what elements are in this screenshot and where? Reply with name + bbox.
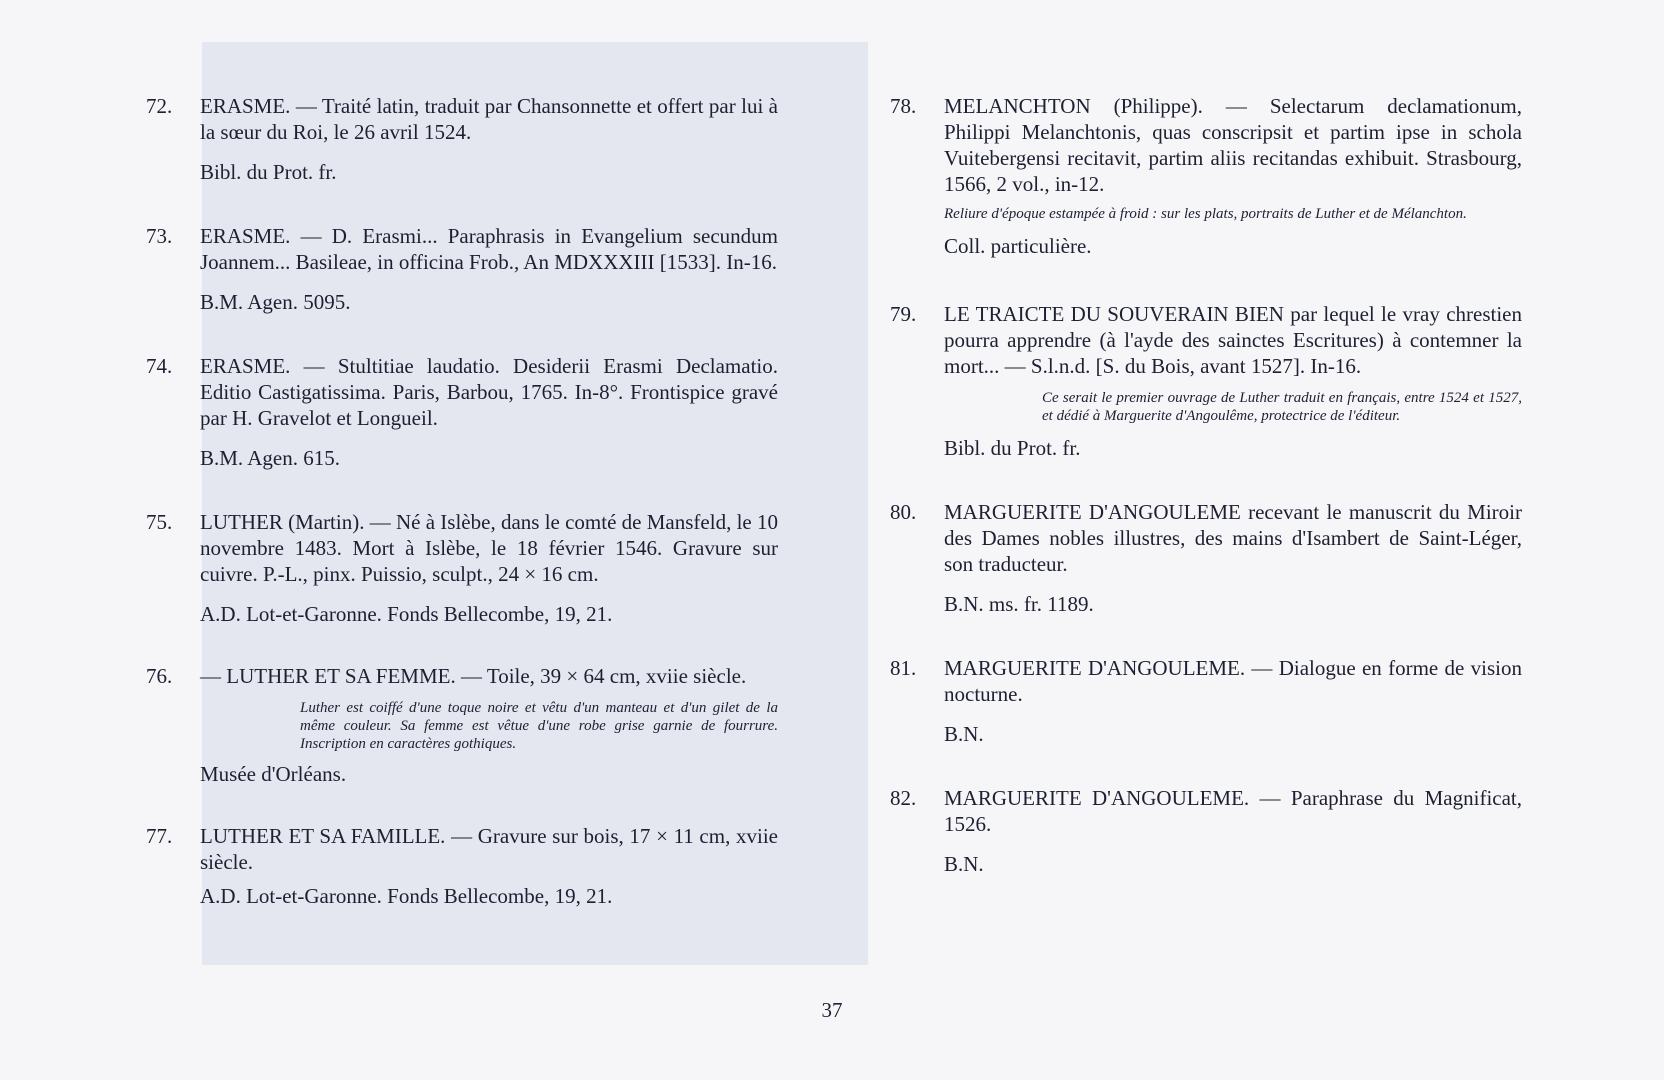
catalogue-entry-82 [890, 785, 1522, 877]
entry-location: A.D. Lot-et-Garonne. Fonds Bellecombe, 19, 21. [200, 884, 613, 908]
entry-text: — LUTHER ET SA FEMME. — Toile, 39 × 64 cm, xviie siècle. [200, 664, 747, 688]
entry-number: 75. [146, 510, 173, 534]
entry-text: LUTHER ET SA FAMILLE. — Gravure sur bois, 17 × 11 cm, xviie siècle. [200, 824, 778, 874]
entry-location: Bibl. du Prot. fr. [200, 160, 337, 184]
entry-location: B.N. [944, 722, 984, 746]
catalogue-entry-79 [890, 301, 1522, 461]
catalogue-entry-81 [890, 655, 1522, 747]
entry-number: 74. [146, 354, 173, 378]
entry-text: ERASME. — D. Erasmi... Paraphrasis in Evangelium secundum Joannem... Basileae, in officina Frob., An MDXXXIII [1533]. In-16. [200, 224, 778, 274]
entry-location: Coll. particulière. [944, 234, 1092, 258]
entry-note: Ce serait le premier ouvrage de Luther traduit en français, entre 1524 et 1527, et dédié à Marguerite d'Angoulême, protectrice de l'éditeur. [1042, 390, 1522, 424]
entry-number: 80. [890, 500, 917, 524]
entry-text: LE TRAICTE DU SOUVERAIN BIEN par lequel le vray chrestien pourra apprendre (à l'ayde des sainctes Escritures) à contemner la mort... — S.l.n.d. [S. du Bois, avant 1527]. In-16. [944, 302, 1522, 378]
entry-location: Bibl. du Prot. fr. [944, 436, 1081, 460]
entry-number: 81. [890, 656, 917, 680]
right-column [890, 93, 1522, 877]
catalogue-entry-74 [146, 353, 778, 471]
entry-text: LUTHER (Martin). — Né à Islèbe, dans le comté de Mansfeld, le 10 novembre 1483. Mort à Islèbe, le 18 février 1546. Gravure sur cuivre. P.-L., pinx. Puissio, sculpt., 24 × 16 cm. [200, 510, 778, 586]
catalogue-entry-77 [146, 823, 778, 909]
entry-text: ERASME. — Stultitiae laudatio. Desiderii Erasmi Declamatio. Editio Castigatissima. Paris, Barbou, 1765. In-8°. Frontispice gravé par H. Gravelot et Longueil. [200, 354, 778, 430]
entry-location: Musée d'Orléans. [200, 762, 347, 786]
entry-text: MARGUERITE D'ANGOULEME. — Dialogue en forme de vision nocturne. [944, 656, 1522, 706]
entry-number: 73. [146, 224, 173, 248]
page-number: 37 [821, 998, 843, 1022]
catalogue-entry-76 [146, 663, 778, 787]
entry-number: 78. [890, 94, 917, 118]
catalogue-entry-75 [146, 509, 778, 627]
entry-number: 72. [146, 94, 173, 118]
catalogue-entry-72 [146, 93, 778, 185]
entry-number: 77. [146, 824, 173, 848]
catalogue-entry-80 [890, 499, 1522, 617]
entry-location: A.D. Lot-et-Garonne. Fonds Bellecombe, 19, 21. [200, 602, 613, 626]
entry-number: 76. [146, 664, 173, 688]
entry-number: 82. [890, 786, 917, 810]
catalogue-entry-73 [146, 223, 778, 315]
entry-location: B.M. Agen. 5095. [200, 290, 351, 314]
entry-note: Luther est coiffé d'une toque noire et vêtu d'un manteau et d'un gilet de la même couleur. Sa femme est vêtue d'une robe grise garnie de fourrure. Inscription en caractères gothiques. [300, 700, 778, 752]
entry-number: 79. [890, 302, 917, 326]
entry-text: MARGUERITE D'ANGOULEME. — Paraphrase du Magnificat, 1526. [944, 786, 1522, 836]
entry-location: B.N. [944, 852, 984, 876]
entry-text: MELANCHTON (Philippe). — Selectarum declamationum, Philippi Melanchtonis, quas conscripsit et partim ipse in schola Vuitebergensi recitavit, partim aliis recitandas exhibuit. Strasbourg, 1566, 2 vol., in-12. [944, 94, 1522, 196]
catalogue-entry-78 [890, 93, 1522, 259]
entry-note: Reliure d'époque estampée à froid : sur les plats, portraits de Luther et de Mélanchton. [944, 206, 1467, 222]
entry-location: B.N. ms. fr. 1189. [944, 592, 1094, 616]
left-column [146, 93, 778, 909]
entry-text: ERASME. — Traité latin, traduit par Chansonnette et offert par lui à la sœur du Roi, le 26 avril 1524. [200, 94, 778, 144]
entry-text: MARGUERITE D'ANGOULEME recevant le manuscrit du Miroir des Dames nobles illustres, des mains d'Isambert de Saint-Léger, son traducteur. [944, 500, 1522, 576]
entry-location: B.M. Agen. 615. [200, 446, 341, 470]
